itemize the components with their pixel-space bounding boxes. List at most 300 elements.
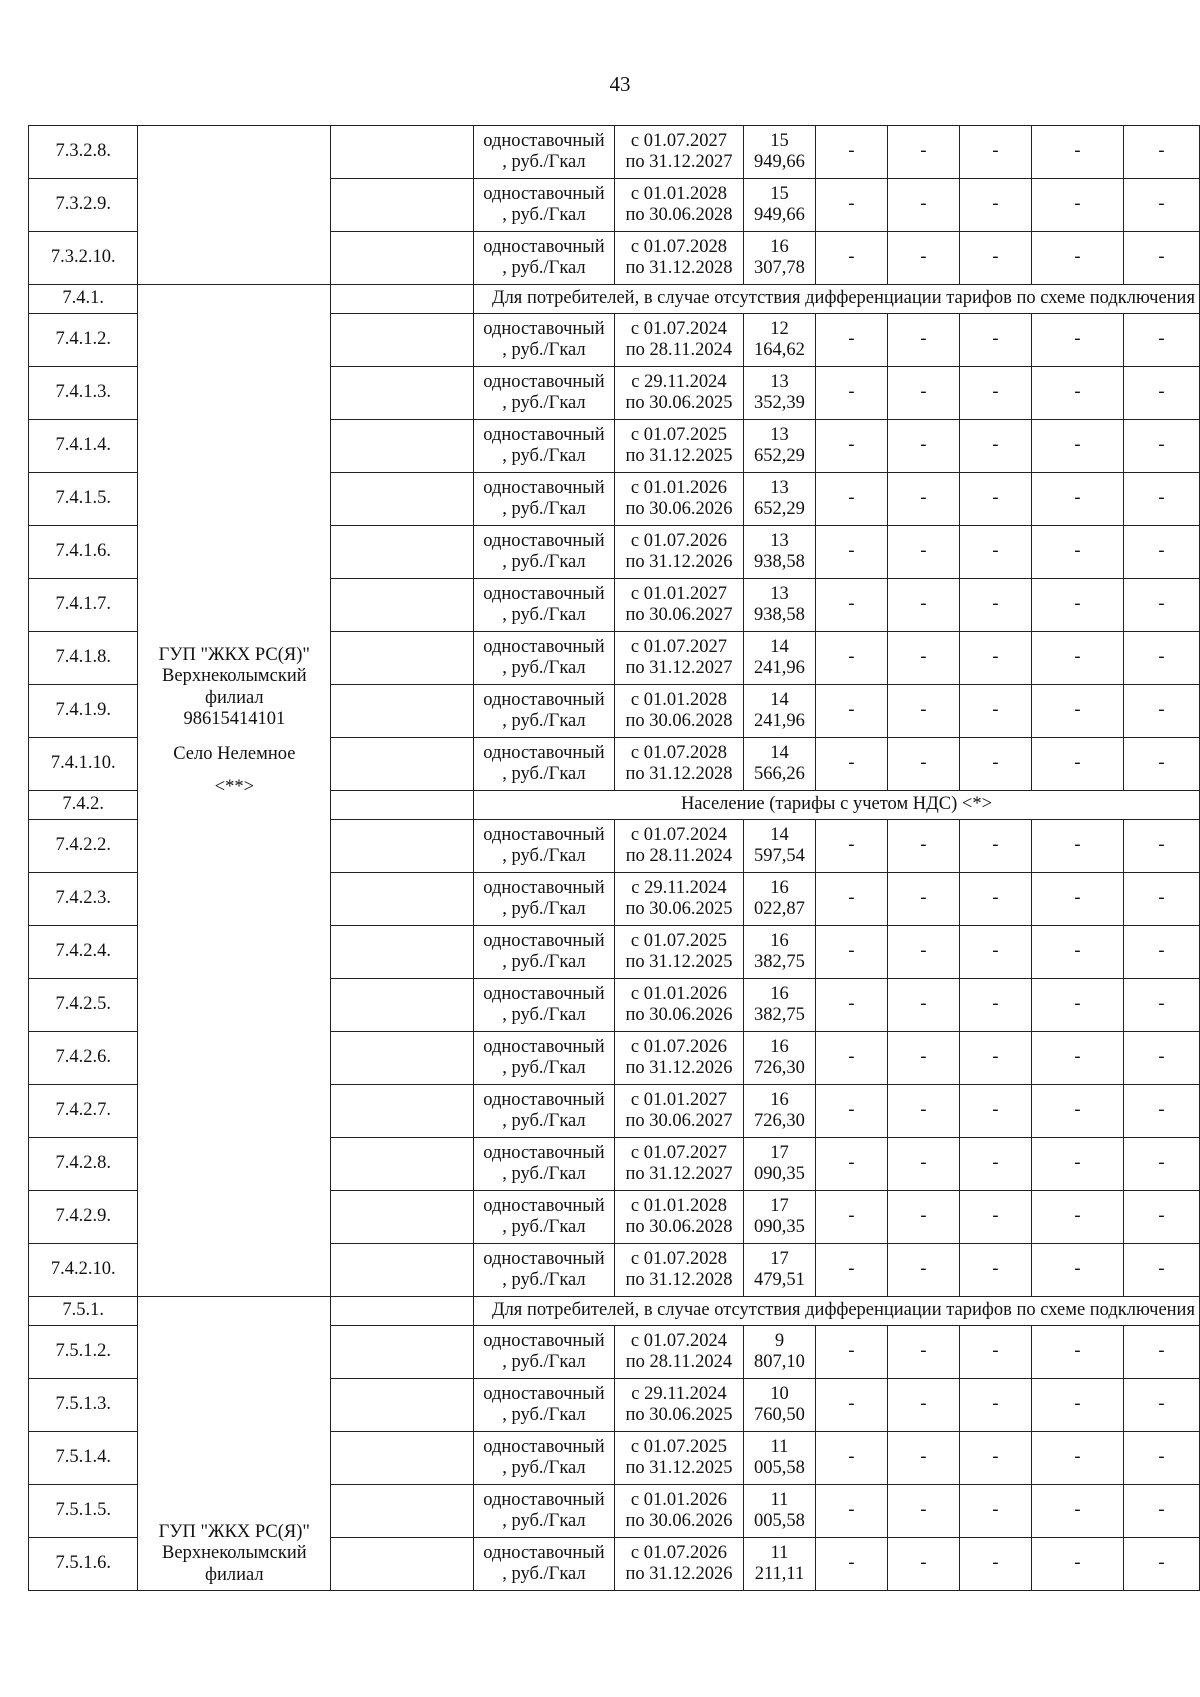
- gap-cell: [331, 232, 474, 285]
- empty-value: -: [959, 473, 1031, 526]
- tariff-value: 11 211,11: [743, 1538, 815, 1591]
- empty-value: -: [1123, 1432, 1199, 1485]
- empty-value: -: [815, 1032, 887, 1085]
- empty-value: -: [1123, 926, 1199, 979]
- tariff-type-cell: [473, 420, 614, 473]
- tariff-type-cell: [473, 1032, 614, 1085]
- empty-value: -: [959, 926, 1031, 979]
- empty-value: -: [1123, 126, 1199, 179]
- org-name: ГУП "ЖКХ РС(Я)": [158, 1522, 310, 1543]
- empty-value: -: [887, 685, 959, 738]
- empty-value: -: [887, 1326, 959, 1379]
- tariff-value: 11 005,58: [743, 1485, 815, 1538]
- gap-cell: [331, 1191, 474, 1244]
- period-to: по 30.06.2025: [625, 1405, 733, 1425]
- period-from: с 01.01.2028: [630, 689, 727, 710]
- empty-value: -: [815, 1538, 887, 1591]
- empty-value: -: [1123, 738, 1199, 791]
- empty-value: -: [959, 1138, 1031, 1191]
- gap-cell: [331, 738, 474, 791]
- empty-value: -: [815, 179, 887, 232]
- gap-cell: [331, 979, 474, 1032]
- tariff-value: 11 005,58: [743, 1432, 815, 1485]
- tariff-value: 17 090,35: [743, 1138, 815, 1191]
- tariff-type-cell: [473, 1085, 614, 1138]
- empty-value: -: [959, 526, 1031, 579]
- org-name: ГУП "ЖКХ РС(Я)": [158, 645, 310, 665]
- tariff-type-line: одноставочный: [483, 1436, 605, 1457]
- empty-value: -: [887, 367, 959, 420]
- period-from: с 01.07.2024: [630, 318, 727, 339]
- empty-value: -: [959, 126, 1031, 179]
- tariff-unit-line: , руб./Гкал: [502, 205, 586, 225]
- tariff-type-cell: [473, 1379, 614, 1432]
- empty-value: -: [1031, 1326, 1123, 1379]
- tariff-type-cell: [473, 1244, 614, 1297]
- empty-value: -: [1031, 1032, 1123, 1085]
- tariff-value: 13 652,29: [743, 473, 815, 526]
- period-to: по 30.06.2025: [625, 393, 733, 413]
- tariff-type-cell: [473, 367, 614, 420]
- section-title: Для потребителей, в случае отсутствия дифференциации тарифов по схеме подключения: [473, 285, 1199, 314]
- empty-value: -: [1123, 367, 1199, 420]
- table-body: [29, 126, 1200, 1591]
- empty-value: -: [959, 1379, 1031, 1432]
- empty-value: -: [815, 820, 887, 873]
- row-number: 7.4.1.7.: [29, 579, 138, 632]
- period-cell: [614, 1138, 743, 1191]
- empty-value: -: [815, 1244, 887, 1297]
- tariff-value: 16 726,30: [743, 1032, 815, 1085]
- tariff-type-cell: [473, 473, 614, 526]
- tariff-type-line: одноставочный: [483, 636, 605, 657]
- org-cell: [138, 1297, 331, 1591]
- tariff-type-cell: [473, 738, 614, 791]
- empty-value: -: [815, 1191, 887, 1244]
- gap-cell: [331, 1538, 474, 1591]
- period-from: с 01.07.2025: [630, 930, 727, 951]
- tariff-type-cell: [473, 179, 614, 232]
- empty-value: -: [815, 1085, 887, 1138]
- tariff-type-line: одноставочный: [483, 530, 605, 551]
- empty-value: -: [1123, 526, 1199, 579]
- tariff-type-cell: [473, 1138, 614, 1191]
- empty-value: -: [959, 738, 1031, 791]
- tariff-unit-line: , руб./Гкал: [502, 764, 586, 784]
- empty-value: -: [959, 979, 1031, 1032]
- empty-value: -: [887, 126, 959, 179]
- empty-value: -: [815, 579, 887, 632]
- tariff-type-line: одноставочный: [483, 130, 605, 151]
- period-cell: [614, 579, 743, 632]
- org-branch: Верхнеколымский: [162, 1543, 307, 1564]
- empty-value: -: [1031, 820, 1123, 873]
- empty-value: -: [887, 1191, 959, 1244]
- empty-value: -: [1123, 1485, 1199, 1538]
- period-cell: [614, 126, 743, 179]
- period-cell: [614, 473, 743, 526]
- row-number: 7.4.2.8.: [29, 1138, 138, 1191]
- period-to: по 30.06.2027: [625, 605, 733, 625]
- empty-value: -: [1031, 1244, 1123, 1297]
- empty-value: -: [887, 1538, 959, 1591]
- empty-value: -: [1123, 473, 1199, 526]
- empty-value: -: [815, 126, 887, 179]
- period-cell: [614, 1326, 743, 1379]
- tariff-value: 16 382,75: [743, 979, 815, 1032]
- period-from: с 01.01.2027: [630, 1089, 727, 1110]
- empty-value: -: [1031, 685, 1123, 738]
- empty-value: -: [1123, 1138, 1199, 1191]
- empty-value: -: [1123, 179, 1199, 232]
- row-number: 7.5.1.: [29, 1297, 138, 1326]
- tariff-value: 10 760,50: [743, 1379, 815, 1432]
- period-to: по 31.12.2025: [625, 446, 733, 466]
- period-to: по 31.12.2025: [625, 952, 733, 972]
- tariff-value: 9 807,10: [743, 1326, 815, 1379]
- period-to: по 30.06.2028: [625, 205, 733, 225]
- org-info: [142, 1522, 326, 1586]
- org-branch-word: филиал: [205, 687, 264, 708]
- row-number: 7.4.1.9.: [29, 685, 138, 738]
- empty-value: -: [887, 738, 959, 791]
- empty-value: -: [887, 579, 959, 632]
- empty-value: -: [815, 979, 887, 1032]
- period-cell: [614, 632, 743, 685]
- row-number: 7.4.2.2.: [29, 820, 138, 873]
- tariff-value: 15 949,66: [743, 126, 815, 179]
- empty-value: -: [1031, 1432, 1123, 1485]
- period-to: по 31.12.2026: [625, 1058, 733, 1078]
- empty-value: -: [1123, 632, 1199, 685]
- section-row: [29, 1297, 1200, 1326]
- tariff-type-line: одноставочный: [483, 930, 605, 951]
- tariff-type-line: одноставочный: [483, 424, 605, 445]
- tariff-unit-line: , руб./Гкал: [502, 446, 586, 466]
- tariff-unit-line: , руб./Гкал: [502, 1164, 586, 1184]
- empty-value: -: [1031, 979, 1123, 1032]
- tariff-value: 13 938,58: [743, 579, 815, 632]
- empty-value: -: [1123, 1085, 1199, 1138]
- tariff-unit-line: , руб./Гкал: [502, 711, 586, 731]
- tariff-type-cell: [473, 873, 614, 926]
- tariff-value: 15 949,66: [743, 179, 815, 232]
- section-row: [29, 285, 1200, 314]
- tariff-unit-line: , руб./Гкал: [502, 899, 586, 919]
- empty-value: -: [1123, 820, 1199, 873]
- tariff-unit-line: , руб./Гкал: [502, 1270, 586, 1290]
- tariff-value: 13 352,39: [743, 367, 815, 420]
- org-cell-empty: [138, 126, 331, 285]
- row-number: 7.4.2.9.: [29, 1191, 138, 1244]
- gap-cell: [331, 526, 474, 579]
- period-to: по 31.12.2027: [625, 1164, 733, 1184]
- empty-value: -: [1031, 1138, 1123, 1191]
- period-to: по 31.12.2028: [625, 764, 733, 784]
- empty-value: -: [1031, 420, 1123, 473]
- row-number: 7.4.2.6.: [29, 1032, 138, 1085]
- empty-value: -: [887, 873, 959, 926]
- period-cell: [614, 1379, 743, 1432]
- empty-value: -: [887, 473, 959, 526]
- tariff-value: 14 241,96: [743, 632, 815, 685]
- tariff-value: 17 479,51: [743, 1244, 815, 1297]
- tariff-type-line: одноставочный: [483, 236, 605, 257]
- period-to: по 31.12.2028: [625, 258, 733, 278]
- tariff-type-line: одноставочный: [483, 1330, 605, 1351]
- empty-value: -: [1031, 1085, 1123, 1138]
- period-cell: [614, 1085, 743, 1138]
- tariff-table: [28, 125, 1200, 1591]
- empty-value: -: [887, 1379, 959, 1432]
- empty-value: -: [887, 1432, 959, 1485]
- row-number: 7.4.1.5.: [29, 473, 138, 526]
- empty-value: -: [1123, 579, 1199, 632]
- gap-cell: [331, 1379, 474, 1432]
- period-cell: [614, 1191, 743, 1244]
- empty-value: -: [815, 526, 887, 579]
- empty-value: -: [887, 232, 959, 285]
- empty-value: -: [887, 314, 959, 367]
- oktmo-code: 98615414101: [183, 708, 286, 729]
- tariff-unit-line: , руб./Гкал: [502, 1005, 586, 1025]
- empty-value: -: [1031, 526, 1123, 579]
- section-title: Население (тарифы с учетом НДС) <*>: [473, 791, 1199, 820]
- tariff-value: 13 652,29: [743, 420, 815, 473]
- period-from: с 01.07.2026: [630, 1036, 727, 1057]
- tariff-type-cell: [473, 1538, 614, 1591]
- empty-value: -: [1123, 685, 1199, 738]
- period-to: по 31.12.2028: [625, 1270, 733, 1290]
- empty-value: -: [1123, 314, 1199, 367]
- row-number: 7.4.1.3.: [29, 367, 138, 420]
- tariff-value: 17 090,35: [743, 1191, 815, 1244]
- empty-value: -: [1031, 1379, 1123, 1432]
- period-to: по 30.06.2025: [625, 899, 733, 919]
- tariff-type-cell: [473, 632, 614, 685]
- period-to: по 28.11.2024: [625, 1352, 733, 1372]
- tariff-unit-line: , руб./Гкал: [502, 1058, 586, 1078]
- tariff-type-line: одноставочный: [483, 371, 605, 392]
- empty-value: -: [1123, 1191, 1199, 1244]
- gap-cell: [331, 1485, 474, 1538]
- row-number: 7.3.2.8.: [29, 126, 138, 179]
- tariff-type-cell: [473, 1191, 614, 1244]
- tariff-type-cell: [473, 979, 614, 1032]
- empty-value: -: [1123, 1032, 1199, 1085]
- gap-cell: [331, 791, 474, 820]
- row-number: 7.5.1.3.: [29, 1379, 138, 1432]
- tariff-type-cell: [473, 1326, 614, 1379]
- tariff-unit-line: , руб./Гкал: [502, 1405, 586, 1425]
- tariff-unit-line: , руб./Гкал: [502, 846, 586, 866]
- empty-value: -: [887, 526, 959, 579]
- empty-value: -: [1123, 1538, 1199, 1591]
- tariff-unit-line: , руб./Гкал: [502, 1352, 586, 1372]
- gap-cell: [331, 926, 474, 979]
- empty-value: -: [1031, 873, 1123, 926]
- row-number: 7.4.2.7.: [29, 1085, 138, 1138]
- row-number: 7.4.1.8.: [29, 632, 138, 685]
- empty-value: -: [815, 632, 887, 685]
- empty-value: -: [1123, 979, 1199, 1032]
- period-to: по 30.06.2027: [625, 1111, 733, 1131]
- empty-value: -: [959, 1485, 1031, 1538]
- tariff-unit-line: , руб./Гкал: [502, 499, 586, 519]
- period-from: с 01.07.2027: [630, 636, 727, 657]
- period-to: по 30.06.2026: [625, 499, 733, 519]
- period-from: с 01.07.2027: [630, 1142, 727, 1163]
- period-from: с 01.07.2026: [630, 1542, 727, 1563]
- gap-cell: [331, 1297, 474, 1326]
- empty-value: -: [887, 1485, 959, 1538]
- tariff-type-line: одноставочный: [483, 1248, 605, 1269]
- empty-value: -: [887, 179, 959, 232]
- row-number: 7.3.2.9.: [29, 179, 138, 232]
- period-from: с 29.11.2024: [631, 877, 727, 898]
- empty-value: -: [887, 632, 959, 685]
- tariff-type-line: одноставочный: [483, 742, 605, 763]
- row-number: 7.4.2.: [29, 791, 138, 820]
- row-number: 7.5.1.5.: [29, 1485, 138, 1538]
- row-number: 7.4.1.2.: [29, 314, 138, 367]
- period-from: с 01.07.2025: [630, 1436, 727, 1457]
- empty-value: -: [815, 367, 887, 420]
- tariff-value: 14 566,26: [743, 738, 815, 791]
- tariff-type-cell: [473, 579, 614, 632]
- empty-value: -: [815, 232, 887, 285]
- period-from: с 01.01.2028: [630, 183, 727, 204]
- empty-value: -: [1031, 232, 1123, 285]
- empty-value: -: [815, 1138, 887, 1191]
- tariff-unit-line: , руб./Гкал: [502, 552, 586, 572]
- period-cell: [614, 1432, 743, 1485]
- tariff-type-line: одноставочный: [483, 477, 605, 498]
- empty-value: -: [815, 1326, 887, 1379]
- org-branch: Верхнеколымский: [162, 666, 307, 687]
- period-cell: [614, 314, 743, 367]
- empty-value: -: [815, 1485, 887, 1538]
- empty-value: -: [1123, 420, 1199, 473]
- empty-value: -: [959, 685, 1031, 738]
- gap-cell: [331, 1326, 474, 1379]
- tariff-type-line: одноставочный: [483, 1542, 605, 1563]
- gap-cell: [331, 420, 474, 473]
- tariff-unit-line: , руб./Гкал: [502, 1458, 586, 1478]
- empty-value: -: [959, 1538, 1031, 1591]
- gap-cell: [331, 1138, 474, 1191]
- empty-value: -: [1031, 473, 1123, 526]
- gap-cell: [331, 179, 474, 232]
- empty-value: -: [959, 1032, 1031, 1085]
- gap-cell: [331, 367, 474, 420]
- empty-value: -: [887, 1244, 959, 1297]
- tariff-unit-line: , руб./Гкал: [502, 952, 586, 972]
- gap-cell: [331, 685, 474, 738]
- period-cell: [614, 820, 743, 873]
- empty-value: -: [815, 685, 887, 738]
- gap-cell: [331, 873, 474, 926]
- tariff-type-cell: [473, 1432, 614, 1485]
- period-from: с 01.07.2027: [630, 130, 727, 151]
- tariff-unit-line: , руб./Гкал: [502, 258, 586, 278]
- gap-cell: [331, 1432, 474, 1485]
- empty-value: -: [887, 820, 959, 873]
- gap-cell: [331, 473, 474, 526]
- empty-value: -: [887, 420, 959, 473]
- gap-cell: [331, 1244, 474, 1297]
- period-from: с 01.07.2028: [630, 236, 727, 257]
- tariff-value: 16 726,30: [743, 1085, 815, 1138]
- gap-cell: [331, 820, 474, 873]
- row-number: 7.4.2.10.: [29, 1244, 138, 1297]
- row-number: 7.4.1.4.: [29, 420, 138, 473]
- period-from: с 01.07.2028: [630, 742, 727, 763]
- tariff-type-line: одноставочный: [483, 877, 605, 898]
- tariff-type-cell: [473, 232, 614, 285]
- tariff-type-line: одноставочный: [483, 1089, 605, 1110]
- empty-value: -: [959, 820, 1031, 873]
- empty-value: -: [887, 1085, 959, 1138]
- empty-value: -: [815, 873, 887, 926]
- period-from: с 01.07.2026: [630, 530, 727, 551]
- tariff-unit-line: , руб./Гкал: [502, 340, 586, 360]
- empty-value: -: [815, 473, 887, 526]
- gap-cell: [331, 579, 474, 632]
- org-cell: [138, 285, 331, 1297]
- period-from: с 01.01.2026: [630, 1489, 727, 1510]
- period-to: по 31.12.2025: [625, 1458, 733, 1478]
- tariff-type-line: одноставочный: [483, 824, 605, 845]
- empty-value: -: [959, 1191, 1031, 1244]
- tariff-type-cell: [473, 820, 614, 873]
- period-cell: [614, 1032, 743, 1085]
- empty-value: -: [959, 1085, 1031, 1138]
- tariff-type-cell: [473, 126, 614, 179]
- empty-value: -: [959, 232, 1031, 285]
- period-cell: [614, 873, 743, 926]
- empty-value: -: [1031, 579, 1123, 632]
- period-to: по 31.12.2027: [625, 658, 733, 678]
- tariff-unit-line: , руб./Гкал: [502, 393, 586, 413]
- empty-value: -: [1123, 1244, 1199, 1297]
- tariff-type-cell: [473, 1485, 614, 1538]
- gap-cell: [331, 632, 474, 685]
- period-to: по 30.06.2026: [625, 1511, 733, 1531]
- period-cell: [614, 685, 743, 738]
- tariff-type-line: одноставочный: [483, 1489, 605, 1510]
- empty-value: -: [959, 873, 1031, 926]
- row-number: 7.5.1.2.: [29, 1326, 138, 1379]
- empty-value: -: [1123, 873, 1199, 926]
- period-from: с 29.11.2024: [631, 371, 727, 392]
- period-cell: [614, 179, 743, 232]
- section-title: Для потребителей, в случае отсутствия дифференциации тарифов по схеме подключения: [473, 1297, 1199, 1326]
- empty-value: -: [1031, 1485, 1123, 1538]
- period-to: по 28.11.2024: [625, 340, 733, 360]
- row-number: 7.5.1.4.: [29, 1432, 138, 1485]
- empty-value: -: [959, 632, 1031, 685]
- tariff-value: 14 597,54: [743, 820, 815, 873]
- empty-value: -: [1031, 738, 1123, 791]
- period-cell: [614, 420, 743, 473]
- tariff-type-line: одноставочный: [483, 1142, 605, 1163]
- row-number: 7.4.1.6.: [29, 526, 138, 579]
- period-from: с 29.11.2024: [631, 1383, 727, 1404]
- table-row: [29, 126, 1200, 179]
- empty-value: -: [1031, 632, 1123, 685]
- settlement-name: Село Нелемное: [173, 744, 296, 765]
